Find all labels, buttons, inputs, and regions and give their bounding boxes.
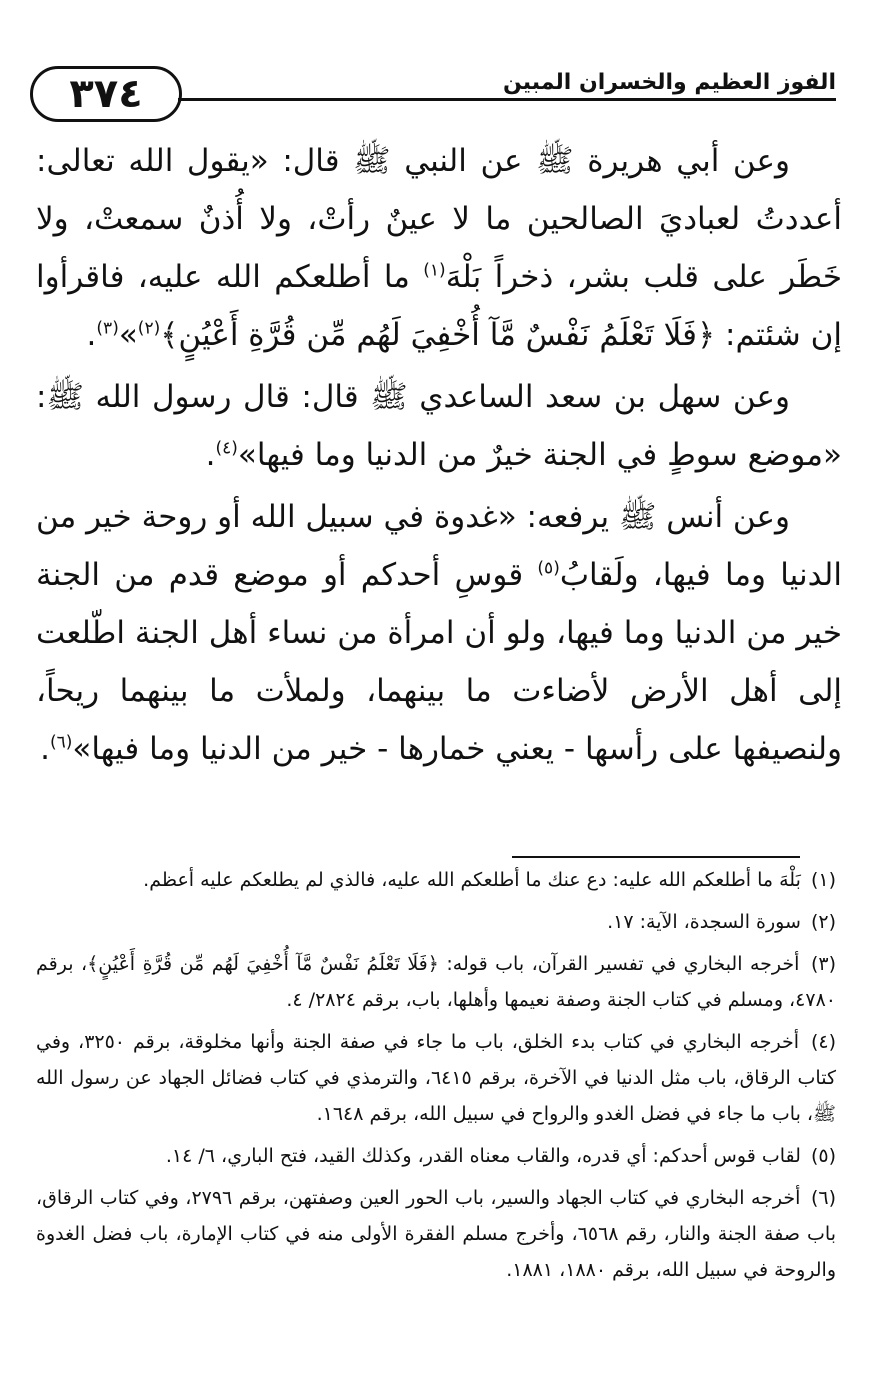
footnote-number: (٥) [810, 1145, 836, 1167]
page-number-badge [30, 66, 182, 122]
header-rule [178, 98, 836, 101]
footnote-number: (٢) [810, 911, 836, 933]
main-text [36, 132, 842, 782]
footnote-number: (٤) [810, 1031, 836, 1053]
paragraph-text: . [40, 731, 50, 767]
paragraph-text: . [86, 317, 97, 353]
footnote-ref: (٣) [96, 318, 119, 339]
paragraph-2 [36, 368, 842, 484]
footnote-ref: (١) [423, 260, 446, 281]
footnote-text: سورة السجدة، الآية: ١٧. [607, 911, 801, 933]
paragraph-text: وعن أنس ﷺ يرفعه: «غدوة في سبيل الله أو روحة خير من الدنيا وما فيها، ولَقابُ [36, 499, 842, 593]
footnote-text: أخرجه البخاري في كتاب بدء الخلق، باب ما جاء في صفة الجنة وأنها مخلوقة، برقم ٣٢٥٠، وفي كتاب الرقاق، باب مثل الدنيا في الآخرة، برقم ٦٤١٥، والترمذي في كتاب فضائل الجهاد عن رسول الله ﷺ، باب ما جاء في فضل الغدو والرواح في سبيل الله، برقم ١٦٤٨. [36, 1031, 836, 1125]
footnote [36, 904, 836, 940]
paragraph-text: وعن سهل بن سعد الساعدي ﷺ قال: قال رسول الله ﷺ: «موضع سوطٍ في الجنة خيرٌ من الدنيا وما فيها» [36, 379, 842, 473]
footnote-ref: (٥) [537, 558, 560, 579]
footnote-ref: (٤) [215, 438, 238, 459]
footnote-separator [512, 856, 800, 858]
running-title: الفوز العظيم والخسران المبين [503, 70, 836, 95]
paragraph-text: ما أطلعكم الله عليه، فاقرأوا إن شئتم: ﴿فَلَا تَعْلَمُ نَفْسٌ مَّآ أُخْفِيَ لَهُم مِّن قُرَّةِ أَعْيُنٍ﴾ [36, 259, 842, 353]
footnote-number: (٣) [810, 953, 836, 975]
footnote-ref: (٢) [137, 318, 161, 339]
paragraph-3 [36, 488, 842, 778]
footnote-text: بَلْهَ ما أطلعكم الله عليه: دع عنك ما أطلعكم الله عليه، فالذي لم يطلعكم عليه أعظم. [143, 869, 801, 891]
footnote [36, 1138, 836, 1174]
page-header [30, 64, 836, 128]
footnote [36, 946, 836, 1018]
footnote-ref: (٦) [49, 732, 73, 753]
footnote [36, 862, 836, 898]
footnote-text: أخرجه البخاري في كتاب الجهاد والسير، باب الحور العين وصفتهن، برقم ٢٧٩٦، وفي كتاب الرقاق، باب صفة الجنة والنار، رقم ٦٥٦٨، وأخرج مسلم الفقرة الأولى منه في كتاب الإمارة، باب فضل الغدوة والروحة في سبيل الله، برقم ١٨٨٠، ١٨٨١. [36, 1187, 836, 1281]
paragraph-1 [36, 132, 842, 364]
footnote-number: (١) [810, 869, 836, 891]
paragraph-text: . [205, 437, 216, 473]
paragraph-text: وعن أبي هريرة ﷺ عن النبي ﷺ قال: «يقول الله تعالى: أعددتُ لعباديَ الصالحين ما لا عينٌ رأتْ، ولا أُذنٌ سمعتْ، ولا خَطَر على قلب بشر، ذخراً بَلْهَ [36, 143, 842, 295]
footnote-text: أخرجه البخاري في تفسير القرآن، باب قوله: ﴿فَلَا تَعْلَمُ نَفْسٌ مَّآ أُخْفِيَ لَهُم مِّن قُرَّةِ أَعْيُنٍ﴾، برقم ٤٧٨٠، ومسلم في كتاب الجنة وصفة نعيمها وأهلها، باب، برقم ٢٨٢٤/ ٤. [36, 953, 836, 1011]
page-number: ٣٧٤ [69, 71, 143, 117]
footnote-text: لقاب قوس أحدكم: أي قدره، والقاب معناه القدر، وكذلك القيد، فتح الباري، ٦/ ١٤. [165, 1145, 801, 1167]
footnote [36, 1180, 836, 1288]
footnote-number: (٦) [810, 1187, 836, 1209]
paragraph-text: قوسِ أحدكم أو موضع قدم من الجنة خير من الدنيا وما فيها، ولو أن امرأة من نساء أهل الجنة اطّلعت إلى أهل الأرض لأضاءت ما بينهما، ولملأت ما بينهما ريحاً، ولنصيفها على رأسها - يعني خمارها - خير من الدنيا وما فيها» [36, 557, 842, 767]
footnotes [36, 862, 836, 1294]
paragraph-text: » [118, 317, 138, 353]
footnote [36, 1024, 836, 1132]
